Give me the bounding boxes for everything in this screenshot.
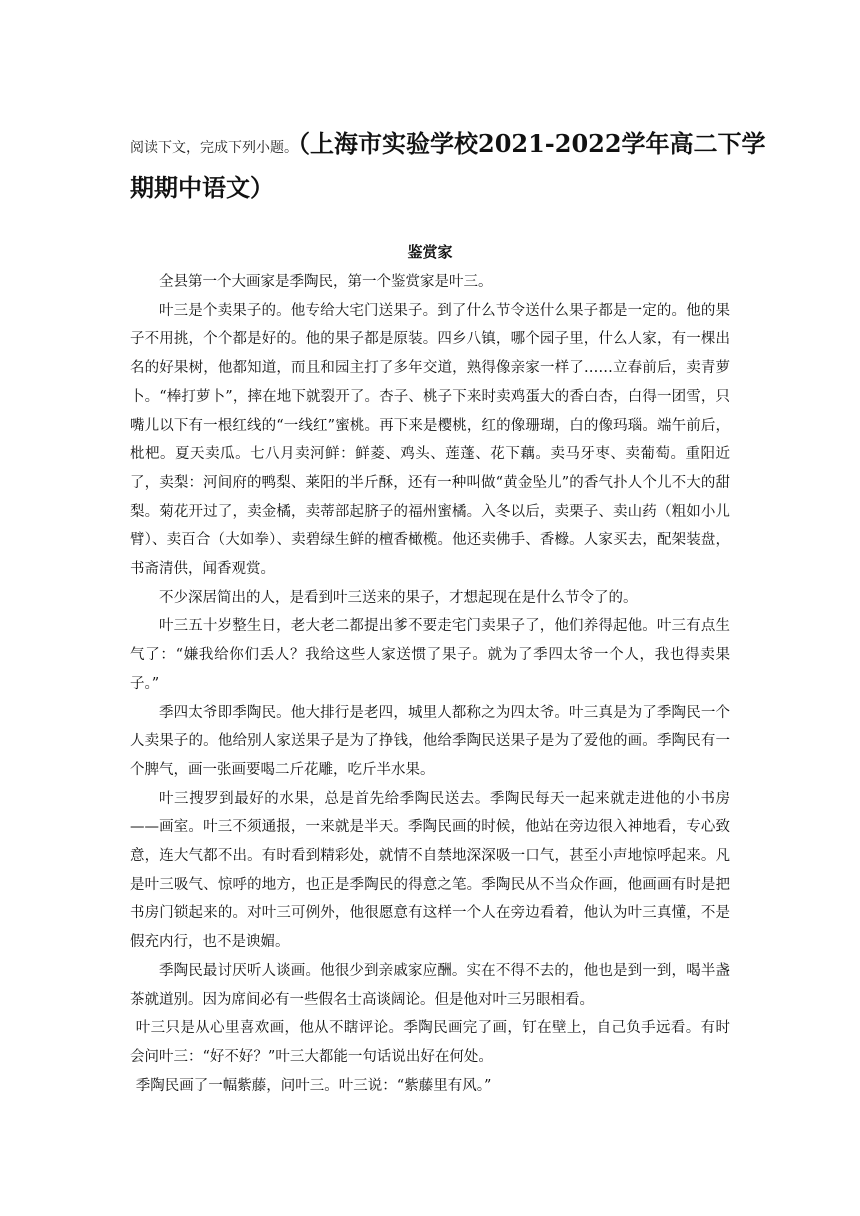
paragraph: 叶三五十岁整生日，老大老二都提出爹不要走宅门卖果子了，他们养得起他。叶三有点生气了：“嫌我给你们丢人？我给这些人家送惯了果子。就为了季四太爷一个人，我也得卖果子。”: [130, 618, 730, 692]
paragraph: 全县第一个大画家是季陶民，第一个鉴赏家是叶三。: [159, 274, 493, 290]
paragraph: 季陶民最讨厌听人谈画。他很少到亲戚家应酬。实在不得不去的，他也是到一到，喝半盏茶就道别。因为席间必有一些假名士高谈阔论。但是他对叶三另眼相看。: [130, 962, 730, 1008]
paragraph: 季陶民画了一幅紫藤，问叶三。叶三说：“紫藤里有风。”: [135, 1077, 492, 1094]
paragraph: 不少深居简出的人，是看到叶三送来的果子，才想起现在是什么节令了的。: [159, 589, 638, 606]
article-body: [130, 268, 730, 1100]
article-title: 鉴赏家: [407, 243, 453, 261]
instruction-text: 阅读下文，完成下列小题。: [130, 140, 298, 156]
question-intro-line: [130, 124, 766, 159]
paragraph: 叶三搜罗到最好的水果，总是首先给季陶民送去。季陶民每天一起来就走进他的小书房——画室。叶三不须通报，一来就是半天。季陶民画的时候，他站在旁边很入神地看，专心致意，连大气都不出。有时看到精彩处，就情不自禁地深深吸一口气，甚至小声地惊呼起来。凡是叶三吸气、惊呼的地方，也正是季陶民的得意之笔。季陶民从不当众作画，他画画有时是把书房门锁起来的。对叶三可例外，他很愿意有这样一个人在旁边看着，他认为叶三真懂，不是假充内行，也不是谀媚。: [130, 790, 730, 951]
source-text-line2: 期期中语文）: [130, 173, 274, 202]
source-text-line1: （上海市实验学校2021-2022学年高二下学: [298, 129, 766, 158]
question-source-line: [130, 168, 740, 203]
paragraph: 季四太爷即季陶民。他大排行是老四，城里人都称之为四太爷。叶三真是为了季陶民一个人卖果子的。他给别人家送果子是为了挣钱，他给季陶民送果子是为了爱他的画。季陶民有一个脾气，画一张画要喝二斤花雕，吃斤半水果。: [130, 704, 730, 778]
paragraph: 叶三是个卖果子的。他专给大宅门送果子。到了什么节令送什么果子都是一定的。他的果子不用挑，个个都是好的。他的果子都是原装。四乡八镇，哪个园子里，什么人家，有一棵出名的好果树，他都知道，而且和园主打了多年交道，熟得像亲家一样了……立春前后，卖青萝卜。“棒打萝卜”，摔在地下就裂开了。杏子、桃子下来时卖鸡蛋大的香白杏，白得一团雪，只嘴儿以下有一根红线的“一线红”蜜桃。再下来是樱桃，红的像珊瑚，白的像玛瑙。端午前后，枇杷。夏天卖瓜。七八月卖河鲜：鲜菱、鸡头、莲蓬、花下藕。卖马牙枣、卖葡萄。重阳近了，卖梨：河间府的鸭梨、莱阳的半斤酥，还有一种叫做“黄金坠儿”的香气扑人个儿不大的甜梨。菊花开过了，卖金橘，卖蒂部起脐子的福州蜜橘。入冬以后，卖栗子、卖山药（粗如小儿臂）、卖百合（大如拳）、卖碧绿生鲜的檀香橄榄。他还卖佛手、香橼。人家买去，配架装盘，书斋清供，闻香观赏。: [130, 302, 730, 578]
paragraph: 叶三只是从心里喜欢画，他从不瞎评论。季陶民画完了画，钉在壁上，自己负手远看。有时会问叶三：“好不好？”叶三大都能一句话说出好在何处。: [130, 1020, 730, 1065]
